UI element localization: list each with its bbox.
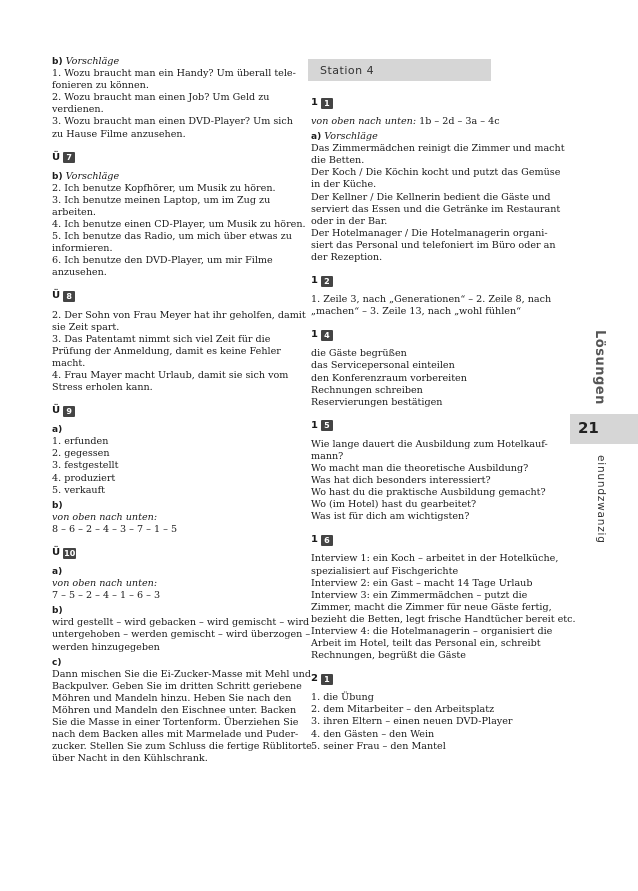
answer-line: 3. ihren Eltern – einen neuen DVD-Player [311, 716, 513, 728]
u10-b-answers [52, 617, 311, 653]
answer-line: 4. den Gästen – den Wein [311, 728, 435, 740]
answer-line: über Nacht in den Kühlschrank. [52, 753, 208, 765]
s15-answers [311, 438, 548, 524]
answer-line: arbeiten. [52, 206, 96, 218]
u10-a-note: von oben nach unten: [52, 578, 158, 590]
answer-line: anzusehen. [52, 267, 107, 279]
u9-a-answers [52, 436, 284, 496]
u9-b-label: b) [52, 500, 63, 511]
exercise-number-box: 4 [321, 330, 333, 341]
answer-line: 4. produziert [52, 472, 116, 484]
u10-c-answers [52, 668, 312, 766]
answer-line: 1. die Übung [311, 692, 374, 704]
answer-line: 3. Wozu braucht man einen DVD-Player? Um sich [52, 116, 293, 128]
u9-b-note: von oben nach unten: [52, 511, 158, 523]
exercise-u10-heading: Ü 10 [52, 546, 76, 558]
exercise-number-box: 1 [321, 674, 333, 685]
u10-a-sequence: 7 – 5 – 2 – 4 – 1 – 6 – 3 [52, 590, 161, 602]
answer-line: Möhren und Mandeln hinzu. Heben Sie nach den [52, 692, 292, 704]
right-column [311, 86, 576, 753]
page-number-box [570, 414, 638, 444]
exercise-number-box: 10 [64, 548, 76, 558]
answer-line: das Servicepersonal einteilen [311, 360, 455, 372]
answer-line: 2. dem Mitarbeiter – den Arbeitsplatz [311, 704, 495, 716]
b2-answers [52, 182, 306, 280]
answer-line: zu Hause Filme anzusehen. [52, 128, 186, 140]
left-column [52, 56, 312, 766]
answer-line: 2. Der Sohn von Frau Meyer hat ihr geholfen, damit [52, 309, 306, 321]
answer-line: Dann mischen Sie die Ei-Zucker-Masse mit Mehl und [52, 668, 312, 680]
page-number: 21 [578, 419, 599, 437]
station-header [308, 59, 491, 81]
answer-line: Rechnungen schreiben [311, 384, 423, 396]
s16-answers [311, 553, 576, 662]
exercise-u7-heading: Ü 7 [52, 151, 284, 165]
exercise-u9-heading: Ü 9 [52, 404, 284, 418]
s21-answers [311, 692, 539, 752]
answer-line: Der Hotelmanager / Die Hotelmanagerin organi- [311, 227, 548, 239]
answer-line: die Gäste begrüßen [311, 348, 407, 360]
answer-line: Rechnungen, begrüßt die Gäste [311, 650, 466, 662]
answer-line: bezieht die Betten, legt frische Handtücher bereit etc. [311, 613, 576, 625]
answer-line: Zimmer, macht die Zimmer für neue Gäste fertig, [311, 601, 552, 613]
answer-line: Das Zimmermädchen reinigt die Zimmer und macht [311, 143, 565, 155]
exercise-1-1-heading: 1 1 [311, 96, 539, 110]
u8-answers [52, 309, 306, 395]
answer-line: fonieren zu können. [52, 80, 149, 92]
answer-line: 6. Ich benutze den DVD-Player, um mir Filme [52, 255, 273, 267]
exercise-1-6-heading: 1 6 [311, 533, 539, 547]
u9-a-label: a) [52, 425, 63, 436]
answer-line: in der Küche. [311, 179, 377, 191]
exercise-number-box: 1 [321, 98, 333, 109]
answer-line: informieren. [52, 243, 113, 255]
answer-line: Der Koch / Die Köchin kocht und putzt das Gemüse [311, 167, 561, 179]
answer-line: verdienen. [52, 104, 104, 116]
answer-line: 2. Wozu braucht man einen Job? Um Geld zu [52, 92, 270, 104]
b2-heading: b) Vorschläge [52, 170, 120, 182]
exercise-number-box: 5 [321, 420, 333, 431]
answer-line: nach dem Backen alles mit Marmelade und Puder- [52, 729, 299, 741]
answer-line: Wo hast du die praktische Ausbildung gemacht? [311, 487, 546, 499]
answer-line: der Rezeption. [311, 252, 383, 264]
exercise-number-box: 6 [321, 535, 333, 546]
exercise-number-box: 9 [63, 406, 75, 417]
answer-line: Was ist für dich am wichtigsten? [311, 511, 470, 523]
answer-line: Wie lange dauert die Ausbildung zum Hotelkauf- [311, 438, 548, 450]
b1-heading: b) Vorschläge [52, 56, 120, 67]
answer-line: Backpulver. Geben Sie im dritten Schritt geriebene [52, 680, 302, 692]
answer-line: Wo macht man die theoretische Ausbildung? [311, 462, 529, 474]
answer-line: Sie die Masse in einer Tortenform. Überziehen Sie [52, 717, 299, 729]
exercise-number-box: 7 [63, 152, 75, 163]
exercise-u8-heading: Ü 8 [52, 290, 284, 304]
s11-a-answers [311, 143, 565, 264]
answer-line: Interview 4: die Hotelmanagerin – organisiert die [311, 626, 553, 637]
exercise-1-4-heading: 1 4 [311, 328, 539, 342]
answer-line: zucker. Stellen Sie zum Schluss die fertige Rüblitorte [52, 741, 312, 753]
section-title: Lösungen [592, 330, 607, 405]
answer-line: untergehoben – werden gemischt – wird überzogen – [52, 629, 311, 641]
answer-line: siert das Personal und telefoniert im Büro oder an [311, 239, 556, 251]
answer-line: Wo (im Hotel) hast du gearbeitet? [311, 499, 477, 511]
answer-line: 5. Ich benutze das Radio, um mich über etwas zu [52, 231, 292, 243]
s14-answers [311, 348, 539, 408]
exercise-number-box: 2 [321, 276, 333, 287]
answer-line: 1. erfunden [52, 436, 109, 448]
answer-line: spezialisiert auf Fischgerichte [311, 565, 459, 577]
answer-line: macht. [52, 357, 86, 369]
answer-line: wird gestellt – wird gebacken – wird gemischt – wird [52, 617, 310, 629]
b1-answers [52, 68, 296, 141]
answer-line: Arbeit im Hotel, teilt das Personal ein, schreibt [311, 638, 541, 650]
answer-line: 2. Ich benutze Kopfhörer, um Musik zu hören. [52, 182, 276, 194]
answer-line: „machen“ – 3. Zeile 13, nach „wohl fühlen“ [311, 306, 522, 318]
answer-line: 5. seiner Frau – den Mantel [311, 740, 446, 752]
answer-line: 1. Wozu braucht man ein Handy? Um überall tele- [52, 68, 296, 80]
exercise-2-1-heading: 2 1 [311, 672, 539, 686]
answer-line: 3. festgestellt [52, 460, 119, 472]
answer-line: Stress erholen kann. [52, 382, 153, 394]
u10-a-label: a) [52, 567, 63, 577]
answer-line: 1. Zeile 3, nach „Generationen“ – 2. Zeile 8, nach [311, 294, 552, 306]
answer-line: die Betten. [311, 155, 365, 167]
answer-line: oder in der Bar. [311, 215, 388, 227]
u9-b-sequence: 8 – 6 – 2 – 4 – 3 – 7 – 1 – 5 [52, 523, 178, 535]
answer-line: Prüfung der Anmeldung, damit es keine Fehler [52, 345, 281, 357]
u10-c-label: c) [52, 657, 62, 668]
answer-line: 3. Ich benutze meinen Laptop, um im Zug zu [52, 194, 271, 206]
answer-line: den Konferenzraum vorbereiten [311, 372, 467, 384]
answer-line: 4. Frau Mayer macht Urlaub, damit sie sich vom [52, 369, 289, 381]
answer-line: 4. Ich benutze einen CD-Player, um Musik zu hören. [52, 219, 306, 231]
answer-line: Was hat dich besonders interessiert? [311, 475, 491, 487]
s11-a-heading: a) Vorschläge [311, 131, 378, 143]
answer-line: Der Kellner / Die Kellnerin bedient die Gäste und [311, 191, 551, 203]
s12-answers [311, 294, 552, 318]
answer-line: mann? [311, 450, 344, 462]
answer-line: serviert das Essen und die Getränke im Restaurant [311, 203, 561, 215]
answer-line: Reservierungen bestätigen [311, 396, 443, 408]
exercise-1-2-heading: 1 2 [311, 274, 539, 288]
exercise-number-box: 8 [63, 291, 75, 302]
answer-line: sie Zeit spart. [52, 321, 120, 333]
station-title: Station 4 [320, 64, 375, 77]
answer-line: 5. verkauft [52, 484, 106, 496]
answer-line: 2. gegessen [52, 448, 110, 460]
answer-line: Interview 2: ein Gast – macht 14 Tage Urlaub [311, 577, 533, 589]
answer-line: 3. Das Patentamt nimmt sich viel Zeit für die [52, 333, 271, 345]
answer-line: Interview 3: ein Zimmermädchen – putzt die [311, 589, 528, 601]
u10-b-label: b) [52, 606, 63, 617]
page-number-word: einundzwanzig [595, 455, 607, 544]
answer-line: Interview 1: ein Koch – arbeitet in der Hotelküche, [311, 553, 559, 565]
answer-line: Möhren und Mandeln den Eischnee unter. Backen [52, 705, 297, 717]
s11-answer: von oben nach unten: 1b – 2d – 3a – 4c [311, 116, 500, 127]
answer-line: werden hinzugegeben [52, 641, 160, 653]
exercise-1-5-heading: 1 5 [311, 419, 539, 433]
